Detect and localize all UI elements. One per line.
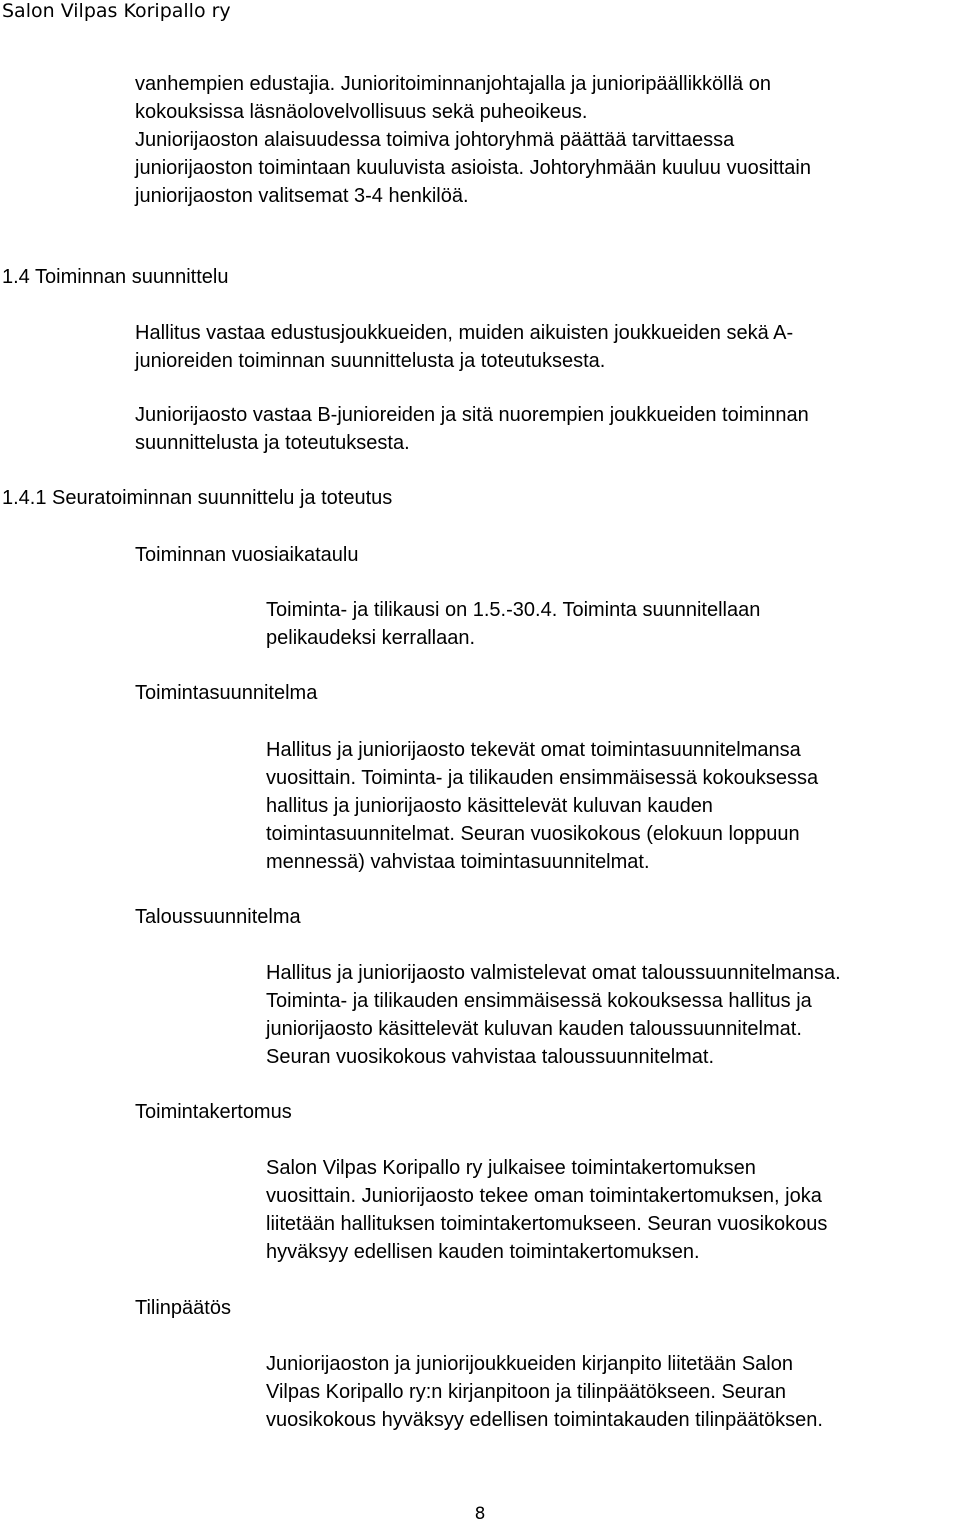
text-line: juniorijaoston toimintaan kuuluvista asioista. Johtoryhmään kuuluu vuosittain — [135, 157, 811, 179]
text-line: vuosikokous hyväksyy edellisen toimintakauden tilinpäätöksen. — [266, 1409, 823, 1431]
item-body-vuosiaikataulu — [266, 596, 760, 652]
text-line: suunnittelusta ja toteutuksesta. — [135, 432, 410, 454]
item-body-tilinpaatos — [266, 1350, 823, 1434]
text-line: juniorijaoston valitsemat 3-4 henkilöä. — [135, 185, 469, 207]
text-line: hyväksyy edellisen kauden toimintakertomuksen. — [266, 1241, 700, 1263]
text-line: toimintasuunnitelmat. Seuran vuosikokous (elokuun loppuun — [266, 823, 800, 845]
section-heading-1-4: 1.4 Toiminnan suunnittelu — [2, 266, 229, 288]
item-term-vuosiaikataulu: Toiminnan vuosiaikataulu — [135, 544, 359, 566]
item-term-taloussuunnitelma: Taloussuunnitelma — [135, 906, 301, 928]
text-line: vuosittain. Juniorijaosto tekee oman toimintakertomuksen, joka — [266, 1185, 822, 1207]
text-line: pelikaudeksi kerrallaan. — [266, 627, 476, 649]
document-header: Salon Vilpas Koripallo ry — [2, 0, 231, 22]
text-line: Salon Vilpas Koripallo ry julkaisee toimintakertomuksen — [266, 1157, 756, 1179]
text-line: Juniorijaoston ja juniorijoukkueiden kirjanpito liitetään Salon — [266, 1353, 793, 1375]
text-line: hallitus ja juniorijaosto käsittelevät kuluvan kauden — [266, 795, 713, 817]
section-1-4-paragraph-1 — [135, 319, 793, 375]
text-line: Hallitus ja juniorijaosto tekevät omat toimintasuunnitelmansa — [266, 739, 801, 761]
text-line: Seuran vuosikokous vahvistaa taloussuunnitelmat. — [266, 1046, 715, 1068]
text-line: Hallitus vastaa edustusjoukkueiden, muiden aikuisten joukkueiden sekä A- — [135, 322, 794, 344]
text-line: junioreiden toiminnan suunnittelusta ja toteutuksesta. — [135, 350, 606, 372]
text-line: mennessä) vahvistaa toimintasuunnitelmat. — [266, 851, 650, 873]
text-line: kokouksissa läsnäolovelvollisuus sekä puheoikeus. — [135, 101, 588, 123]
item-term-toimintasuunnitelma: Toimintasuunnitelma — [135, 682, 318, 704]
text-line: Hallitus ja juniorijaosto valmistelevat omat taloussuunnitelmansa. — [266, 962, 841, 984]
text-line: Vilpas Koripallo ry:n kirjanpitoon ja tilinpäätökseen. Seuran — [266, 1381, 786, 1403]
text-line: vanhempien edustajia. Junioritoiminnanjohtajalla ja junioripäällikköllä on — [135, 73, 771, 95]
text-line: Juniorijaosto vastaa B-junioreiden ja sitä nuorempien joukkueiden toiminnan — [135, 404, 809, 426]
item-body-taloussuunnitelma — [266, 959, 841, 1071]
item-body-toimintakertomus — [266, 1154, 827, 1266]
text-line: Toiminta- ja tilikausi on 1.5.-30.4. Toiminta suunnitellaan — [266, 599, 761, 621]
text-line: Toiminta- ja tilikauden ensimmäisessä kokouksessa hallitus ja — [266, 990, 812, 1012]
intro-paragraph — [135, 70, 811, 210]
text-line: Juniorijaoston alaisuudessa toimiva johtoryhmä päättää tarvittaessa — [135, 129, 735, 151]
item-term-tilinpaatos: Tilinpäätös — [135, 1297, 231, 1319]
item-term-toimintakertomus: Toimintakertomus — [135, 1101, 292, 1123]
page-number: 8 — [474, 1504, 486, 1524]
text-line: liitetään hallituksen toimintakertomukseen. Seuran vuosikokous — [266, 1213, 828, 1235]
section-1-4-paragraph-2 — [135, 401, 809, 457]
section-heading-1-4-1: 1.4.1 Seuratoiminnan suunnittelu ja toteutus — [2, 487, 393, 509]
text-line: vuosittain. Toiminta- ja tilikauden ensimmäisessä kokouksessa — [266, 767, 819, 789]
text-line: juniorijaosto käsittelevät kuluvan kauden taloussuunnitelmat. — [266, 1018, 802, 1040]
item-body-toimintasuunnitelma — [266, 736, 818, 876]
